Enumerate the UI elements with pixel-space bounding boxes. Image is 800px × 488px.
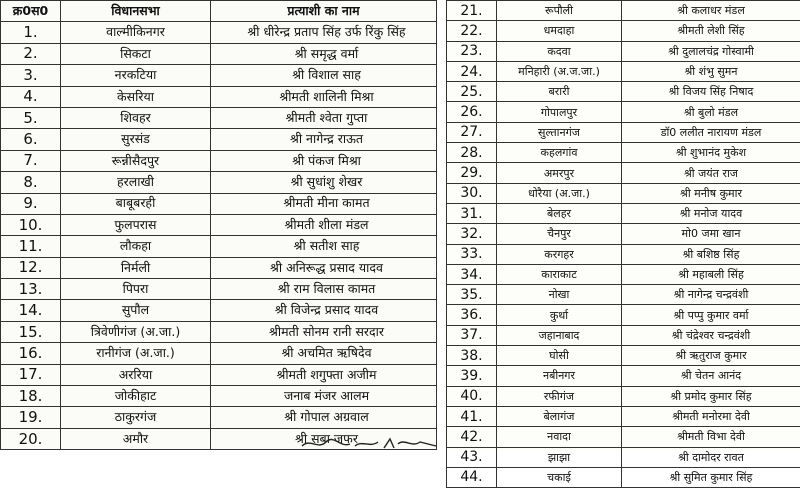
- serial-number-cell: 31.: [447, 203, 497, 223]
- candidate-name-cell: श्रीमती शीला मंडल: [211, 214, 437, 235]
- constituency-cell: सुल्तानगंज: [497, 122, 622, 142]
- constituency-cell: सुपौल: [61, 300, 211, 321]
- serial-number-cell: 18.: [1, 386, 61, 407]
- candidate-name-cell: श्री जयंत राज: [622, 163, 800, 183]
- candidate-name-cell: श्री चेतन आनंद: [622, 366, 800, 386]
- constituency-cell: बाबूबरही: [61, 193, 211, 214]
- serial-number-cell: 24.: [447, 61, 497, 81]
- constituency-cell: धमदाहा: [497, 21, 622, 41]
- table-row: [1, 86, 437, 107]
- serial-number-cell: 29.: [447, 163, 497, 183]
- constituency-cell: नबीनगर: [497, 366, 622, 386]
- constituency-cell: नोखा: [497, 285, 622, 305]
- serial-number-cell: 42.: [447, 427, 497, 447]
- candidate-name-cell: श्री नागेन्द्र चन्द्रवंशी: [622, 285, 800, 305]
- constituency-cell: ठाकुरगंज: [61, 407, 211, 428]
- serial-number-cell: 15.: [1, 321, 61, 342]
- table-row: [447, 143, 800, 163]
- constituency-cell: रून्नीसैदपुर: [61, 150, 211, 171]
- table-row: [1, 107, 437, 128]
- candidate-name-cell: श्री बुलो मंडल: [622, 102, 800, 122]
- serial-number-cell: 37.: [447, 325, 497, 345]
- serial-number-cell: 21.: [447, 1, 497, 21]
- table-row: [447, 325, 800, 345]
- constituency-cell: गोपालपुर: [497, 102, 622, 122]
- candidate-name-cell: श्रीमती मनोरमा देवी: [622, 406, 800, 426]
- constituency-cell: केसरिया: [61, 86, 211, 107]
- table-row: [1, 22, 437, 43]
- table-row: [1, 343, 437, 364]
- table-row: [447, 203, 800, 223]
- signature-scribble: [300, 436, 440, 450]
- serial-number-cell: 5.: [1, 107, 61, 128]
- table-row: [447, 102, 800, 122]
- serial-number-cell: 23.: [447, 41, 497, 61]
- constituency-cell: हरलाखी: [61, 172, 211, 193]
- serial-number-cell: 34.: [447, 264, 497, 284]
- constituency-cell: झाझा: [497, 447, 622, 467]
- table-row: [447, 41, 800, 61]
- constituency-cell: जहानाबाद: [497, 325, 622, 345]
- serial-number-cell: 28.: [447, 143, 497, 163]
- table-row: [447, 82, 800, 102]
- serial-number-cell: 6.: [1, 129, 61, 150]
- candidate-name-cell: श्री सुधांशु शेखर: [211, 172, 437, 193]
- table-row: [447, 346, 800, 366]
- table-row: [447, 386, 800, 406]
- serial-number-cell: 26.: [447, 102, 497, 122]
- constituency-cell: करगहर: [497, 244, 622, 264]
- table-row: [1, 321, 437, 342]
- constituency-cell: अमरपुर: [497, 163, 622, 183]
- candidate-list-page-2: [446, 0, 800, 450]
- table-row: [447, 366, 800, 386]
- serial-number-cell: 14.: [1, 300, 61, 321]
- serial-number-cell: 27.: [447, 122, 497, 142]
- table-row: [447, 264, 800, 284]
- candidate-name-cell: श्री मनोज यादव: [622, 203, 800, 223]
- serial-number-cell: 38.: [447, 346, 497, 366]
- serial-number-cell: 1.: [1, 22, 61, 43]
- candidate-name-cell: श्री नागेन्द्र राऊत: [211, 129, 437, 150]
- header-candidate: प्रत्याशी का नाम: [211, 1, 437, 22]
- serial-number-cell: 41.: [447, 406, 497, 426]
- constituency-cell: घोसी: [497, 346, 622, 366]
- constituency-cell: वाल्मीकिनगर: [61, 22, 211, 43]
- candidate-name-cell: श्री प्रमोद कुमार सिंह: [622, 386, 800, 406]
- table-row: [1, 236, 437, 257]
- candidate-name-cell: श्रीमती लेशी सिंह: [622, 21, 800, 41]
- constituency-cell: अमौर: [61, 428, 211, 449]
- serial-number-cell: 25.: [447, 82, 497, 102]
- candidate-name-cell: श्रीमती श्वेता गुप्ता: [211, 107, 437, 128]
- constituency-cell: शिवहर: [61, 107, 211, 128]
- constituency-cell: कहलगांव: [497, 143, 622, 163]
- candidate-name-cell: श्री ऋतुराज कुमार: [622, 346, 800, 366]
- constituency-cell: नवादा: [497, 427, 622, 447]
- table-row: [1, 193, 437, 214]
- table-row: [447, 1, 800, 21]
- candidate-name-cell: श्री विजेन्द्र प्रसाद यादव: [211, 300, 437, 321]
- serial-number-cell: 33.: [447, 244, 497, 264]
- table-row: [1, 43, 437, 64]
- candidate-name-cell: श्री मनीष कुमार: [622, 183, 800, 203]
- candidate-name-cell: श्रीमती शालिनी मिश्रा: [211, 86, 437, 107]
- table-row: [1, 65, 437, 86]
- serial-number-cell: 2.: [1, 43, 61, 64]
- constituency-cell: काराकाट: [497, 264, 622, 284]
- constituency-cell: बरारी: [497, 82, 622, 102]
- serial-number-cell: 7.: [1, 150, 61, 171]
- constituency-cell: बेलहर: [497, 203, 622, 223]
- candidate-name-cell: श्री धीरेन्द्र प्रताप सिंह उर्फ रिंकु सिंह: [211, 22, 437, 43]
- table-row: [1, 257, 437, 278]
- candidate-name-cell: श्री शंभु सुमन: [622, 61, 800, 81]
- candidate-name-cell: श्रीमती शगुफ्ता अजीम: [211, 364, 437, 385]
- table-row: [447, 427, 800, 447]
- constituency-cell: कदवा: [497, 41, 622, 61]
- table-row: [1, 172, 437, 193]
- serial-number-cell: 40.: [447, 386, 497, 406]
- table-header-row: [1, 1, 437, 22]
- header-constituency: विधानसभा: [61, 1, 211, 22]
- candidate-name-cell: डॉ0 ललीत नारायण मंडल: [622, 122, 800, 142]
- constituency-cell: धोरैया (अ.जा.): [497, 183, 622, 203]
- constituency-cell: चैनपुर: [497, 224, 622, 244]
- table-row: [447, 244, 800, 264]
- serial-number-cell: 3.: [1, 65, 61, 86]
- constituency-cell: रूपौली: [497, 1, 622, 21]
- serial-number-cell: 20.: [1, 428, 61, 449]
- table-row: [447, 406, 800, 426]
- candidate-name-cell: श्री गोपाल अग्रवाल: [211, 407, 437, 428]
- table-row: [1, 386, 437, 407]
- candidate-name-cell: श्री बशिष्ठ सिंह: [622, 244, 800, 264]
- constituency-cell: लौकहा: [61, 236, 211, 257]
- table-row: [447, 163, 800, 183]
- table-row: [447, 61, 800, 81]
- constituency-cell: पिपरा: [61, 279, 211, 300]
- constituency-cell: फुलपरास: [61, 214, 211, 235]
- constituency-cell: रानीगंज (अ.जा.): [61, 343, 211, 364]
- candidate-name-cell: श्री सबा जफर: [211, 428, 437, 449]
- candidate-name-cell: श्री समृद्ध वर्मा: [211, 43, 437, 64]
- candidate-name-cell: श्री पंकज मिश्रा: [211, 150, 437, 171]
- candidate-name-cell: श्री सतीश साह: [211, 236, 437, 257]
- candidate-name-cell: श्री अचमित ऋषिदेव: [211, 343, 437, 364]
- constituency-cell: चकाई: [497, 467, 622, 487]
- constituency-cell: निर्मली: [61, 257, 211, 278]
- constituency-cell: रफीगंज: [497, 386, 622, 406]
- table-row: [1, 300, 437, 321]
- serial-number-cell: 39.: [447, 366, 497, 386]
- constituency-cell: कुर्था: [497, 305, 622, 325]
- candidate-name-cell: श्री राम विलास कामत: [211, 279, 437, 300]
- candidate-name-cell: श्री अनिरूद्ध प्रसाद यादव: [211, 257, 437, 278]
- serial-number-cell: 4.: [1, 86, 61, 107]
- table-row: [447, 224, 800, 244]
- candidate-name-cell: श्री दुलालचंद्र गोस्वामी: [622, 41, 800, 61]
- candidate-name-cell: श्री महाबली सिंह: [622, 264, 800, 284]
- table-row: [1, 214, 437, 235]
- serial-number-cell: 10.: [1, 214, 61, 235]
- table-row: [447, 122, 800, 142]
- constituency-cell: बेलागंज: [497, 406, 622, 426]
- candidate-name-cell: श्री पप्पु कुमार वर्मा: [622, 305, 800, 325]
- serial-number-cell: 35.: [447, 285, 497, 305]
- constituency-cell: मनिहारी (अ.ज.जा.): [497, 61, 622, 81]
- candidate-name-cell: श्री चंद्रेश्वर चन्द्रवंशी: [622, 325, 800, 345]
- serial-number-cell: 16.: [1, 343, 61, 364]
- header-serial: क्र0स0: [1, 1, 61, 22]
- candidate-name-cell: श्रीमती विभा देवी: [622, 427, 800, 447]
- candidate-name-cell: श्री दामोदर रावत: [622, 447, 800, 467]
- candidate-table-right: [446, 0, 800, 488]
- constituency-cell: त्रिवेणीगंज (अ.जा.): [61, 321, 211, 342]
- serial-number-cell: 11.: [1, 236, 61, 257]
- candidate-name-cell: श्रीमती मीना कामत: [211, 193, 437, 214]
- candidate-name-cell: श्रीमती सोनम रानी सरदार: [211, 321, 437, 342]
- candidate-name-cell: जनाब मंजर आलम: [211, 386, 437, 407]
- constituency-cell: अररिया: [61, 364, 211, 385]
- table-row: [1, 129, 437, 150]
- candidate-name-cell: श्री शुभानंद मुकेश: [622, 143, 800, 163]
- serial-number-cell: 43.: [447, 447, 497, 467]
- table-row: [447, 285, 800, 305]
- serial-number-cell: 30.: [447, 183, 497, 203]
- table-row: [1, 364, 437, 385]
- candidate-name-cell: श्री विशाल साह: [211, 65, 437, 86]
- serial-number-cell: 9.: [1, 193, 61, 214]
- candidate-name-cell: श्री कलाधर मंडल: [622, 1, 800, 21]
- constituency-cell: सुरसंड: [61, 129, 211, 150]
- serial-number-cell: 17.: [1, 364, 61, 385]
- candidate-name-cell: श्री सुमित कुमार सिंह: [622, 467, 800, 487]
- table-row: [1, 407, 437, 428]
- serial-number-cell: 36.: [447, 305, 497, 325]
- candidate-name-cell: श्री विजय सिंह निषाद: [622, 82, 800, 102]
- serial-number-cell: 19.: [1, 407, 61, 428]
- table-row: [447, 467, 800, 487]
- constituency-cell: नरकटिया: [61, 65, 211, 86]
- serial-number-cell: 8.: [1, 172, 61, 193]
- constituency-cell: जोकीहाट: [61, 386, 211, 407]
- table-row: [1, 150, 437, 171]
- serial-number-cell: 32.: [447, 224, 497, 244]
- candidate-name-cell: मो0 जमा खान: [622, 224, 800, 244]
- serial-number-cell: 44.: [447, 467, 497, 487]
- serial-number-cell: 12.: [1, 257, 61, 278]
- table-row: [447, 21, 800, 41]
- table-row: [447, 447, 800, 467]
- serial-number-cell: 22.: [447, 21, 497, 41]
- constituency-cell: सिकटा: [61, 43, 211, 64]
- table-row: [447, 305, 800, 325]
- table-row: [447, 183, 800, 203]
- serial-number-cell: 13.: [1, 279, 61, 300]
- table-row: [1, 279, 437, 300]
